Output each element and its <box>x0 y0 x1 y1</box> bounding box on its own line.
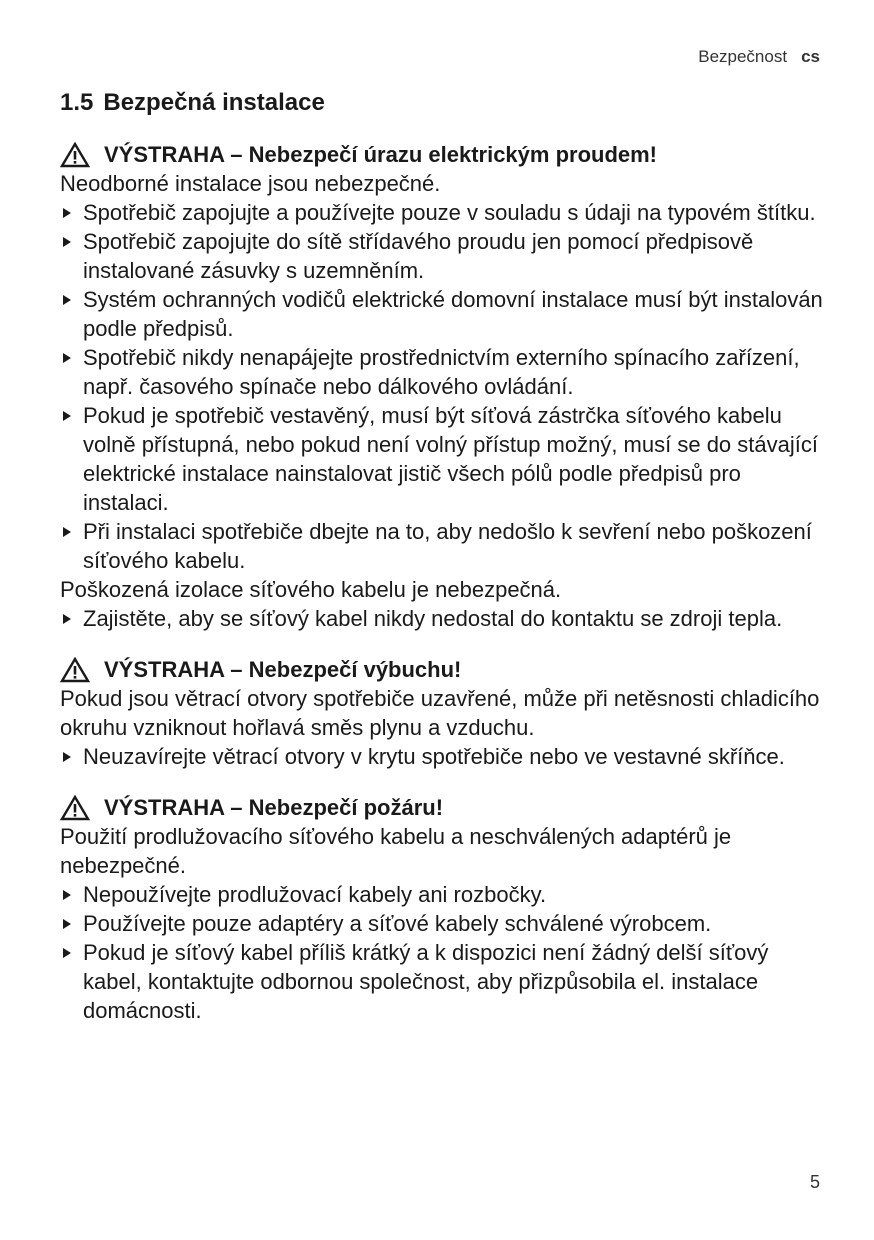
warning-title-text: VÝSTRAHA – Nebezpečí požáru! <box>104 795 444 820</box>
warning-title <box>60 655 830 684</box>
warning-intro: Použití prodlužovacího síťového kabelu a neschválených adaptérů je nebezpečné. <box>60 824 732 878</box>
list-item-text: Nepoužívejte prodlužovací kabely ani rozbočky. <box>83 882 547 907</box>
warning-title-text: VÝSTRAHA – Nebezpečí úrazu elektrickým proudem! <box>104 142 658 167</box>
instruction-list <box>60 198 830 575</box>
list-item <box>60 343 830 401</box>
list-item-text: Spotřebič nikdy nenapájejte prostřednictvím externího spínacího zařízení, např. časového spínače nebo dálkového ovládání. <box>83 345 800 399</box>
bullet-triangle-icon <box>63 527 71 537</box>
list-item-text: Spotřebič zapojujte do sítě střídavého proudu jen pomocí předpisově instalované zásuvky s uzemněním. <box>83 229 754 283</box>
warning-title-text: VÝSTRAHA – Nebezpečí výbuchu! <box>104 657 462 682</box>
list-item-text: Spotřebič zapojujte a používejte pouze v souladu s údaji na typovém štítku. <box>83 200 816 225</box>
section-title: Bezpečná instalace <box>103 89 325 116</box>
bullet-triangle-icon <box>63 890 71 900</box>
list-item <box>60 742 830 771</box>
bullet-triangle-icon <box>63 614 71 624</box>
bullet-triangle-icon <box>63 752 71 762</box>
warning-electric-shock <box>60 140 830 633</box>
list-item-text: Systém ochranných vodičů elektrické domovní instalace musí být instalován podle předpisů. <box>83 287 823 341</box>
warning-triangle-icon <box>60 142 90 168</box>
list-item <box>60 517 830 575</box>
warning-title <box>60 140 830 169</box>
list-item-text: Pokud je spotřebič vestavěný, musí být síťová zástrčka síťového kabelu volně přístupná, nebo pokud není volný přístup možný, musí se do stávající elektrické instalace nainstalovat jistič všech pólů podle předpisů pro instalaci. <box>83 403 818 515</box>
section-heading <box>60 86 830 120</box>
warning-triangle-icon <box>60 795 90 821</box>
language-code: cs <box>801 47 820 66</box>
warning-title <box>60 793 830 822</box>
list-item-text: Pokud je síťový kabel příliš krátký a k dispozici není žádný delší síťový kabel, kontaktujte odbornou společnost, aby přizpůsobila el. instalace domácnosti. <box>83 940 769 1023</box>
warning-intro: Neodborné instalace jsou nebezpečné. <box>60 171 441 196</box>
warning-intro: Pokud jsou větrací otvory spotřebiče uzavřené, může při netěsnosti chladicího okruhu vzniknout hořlavá směs plynu a vzduchu. <box>60 686 820 740</box>
list-item <box>60 880 830 909</box>
bullet-triangle-icon <box>63 208 71 218</box>
instruction-list <box>60 742 830 771</box>
bullet-triangle-icon <box>63 237 71 247</box>
page-number: 5 <box>809 1172 820 1192</box>
section-name: Bezpečnost <box>698 47 788 66</box>
list-item <box>60 285 830 343</box>
instruction-list <box>60 880 830 1025</box>
warning-triangle-icon <box>60 657 90 683</box>
page-content <box>60 86 830 1047</box>
list-item <box>60 938 830 1025</box>
bullet-triangle-icon <box>63 919 71 929</box>
list-item <box>60 604 830 633</box>
list-item-text: Používejte pouze adaptéry a síťové kabely schválené výrobcem. <box>83 911 712 936</box>
list-item-text: Zajistěte, aby se síťový kabel nikdy nedostal do kontaktu se zdroji tepla. <box>83 606 783 631</box>
bullet-triangle-icon <box>63 411 71 421</box>
list-item-text: Neuzavírejte větrací otvory v krytu spotřebiče nebo ve vestavné skříňce. <box>83 744 785 769</box>
warning-intro-secondary: Poškozená izolace síťového kabelu je nebezpečná. <box>60 577 562 602</box>
running-header <box>698 47 820 67</box>
section-number: 1.5 <box>60 89 94 116</box>
list-item <box>60 909 830 938</box>
list-item-text: Při instalaci spotřebiče dbejte na to, aby nedošlo k sevření nebo poškození síťového kabelu. <box>83 519 812 573</box>
warning-fire <box>60 793 830 1025</box>
list-item <box>60 401 830 517</box>
list-item <box>60 198 830 227</box>
bullet-triangle-icon <box>63 295 71 305</box>
bullet-triangle-icon <box>63 353 71 363</box>
warning-explosion <box>60 655 830 771</box>
bullet-triangle-icon <box>63 948 71 958</box>
instruction-list <box>60 604 830 633</box>
list-item <box>60 227 830 285</box>
